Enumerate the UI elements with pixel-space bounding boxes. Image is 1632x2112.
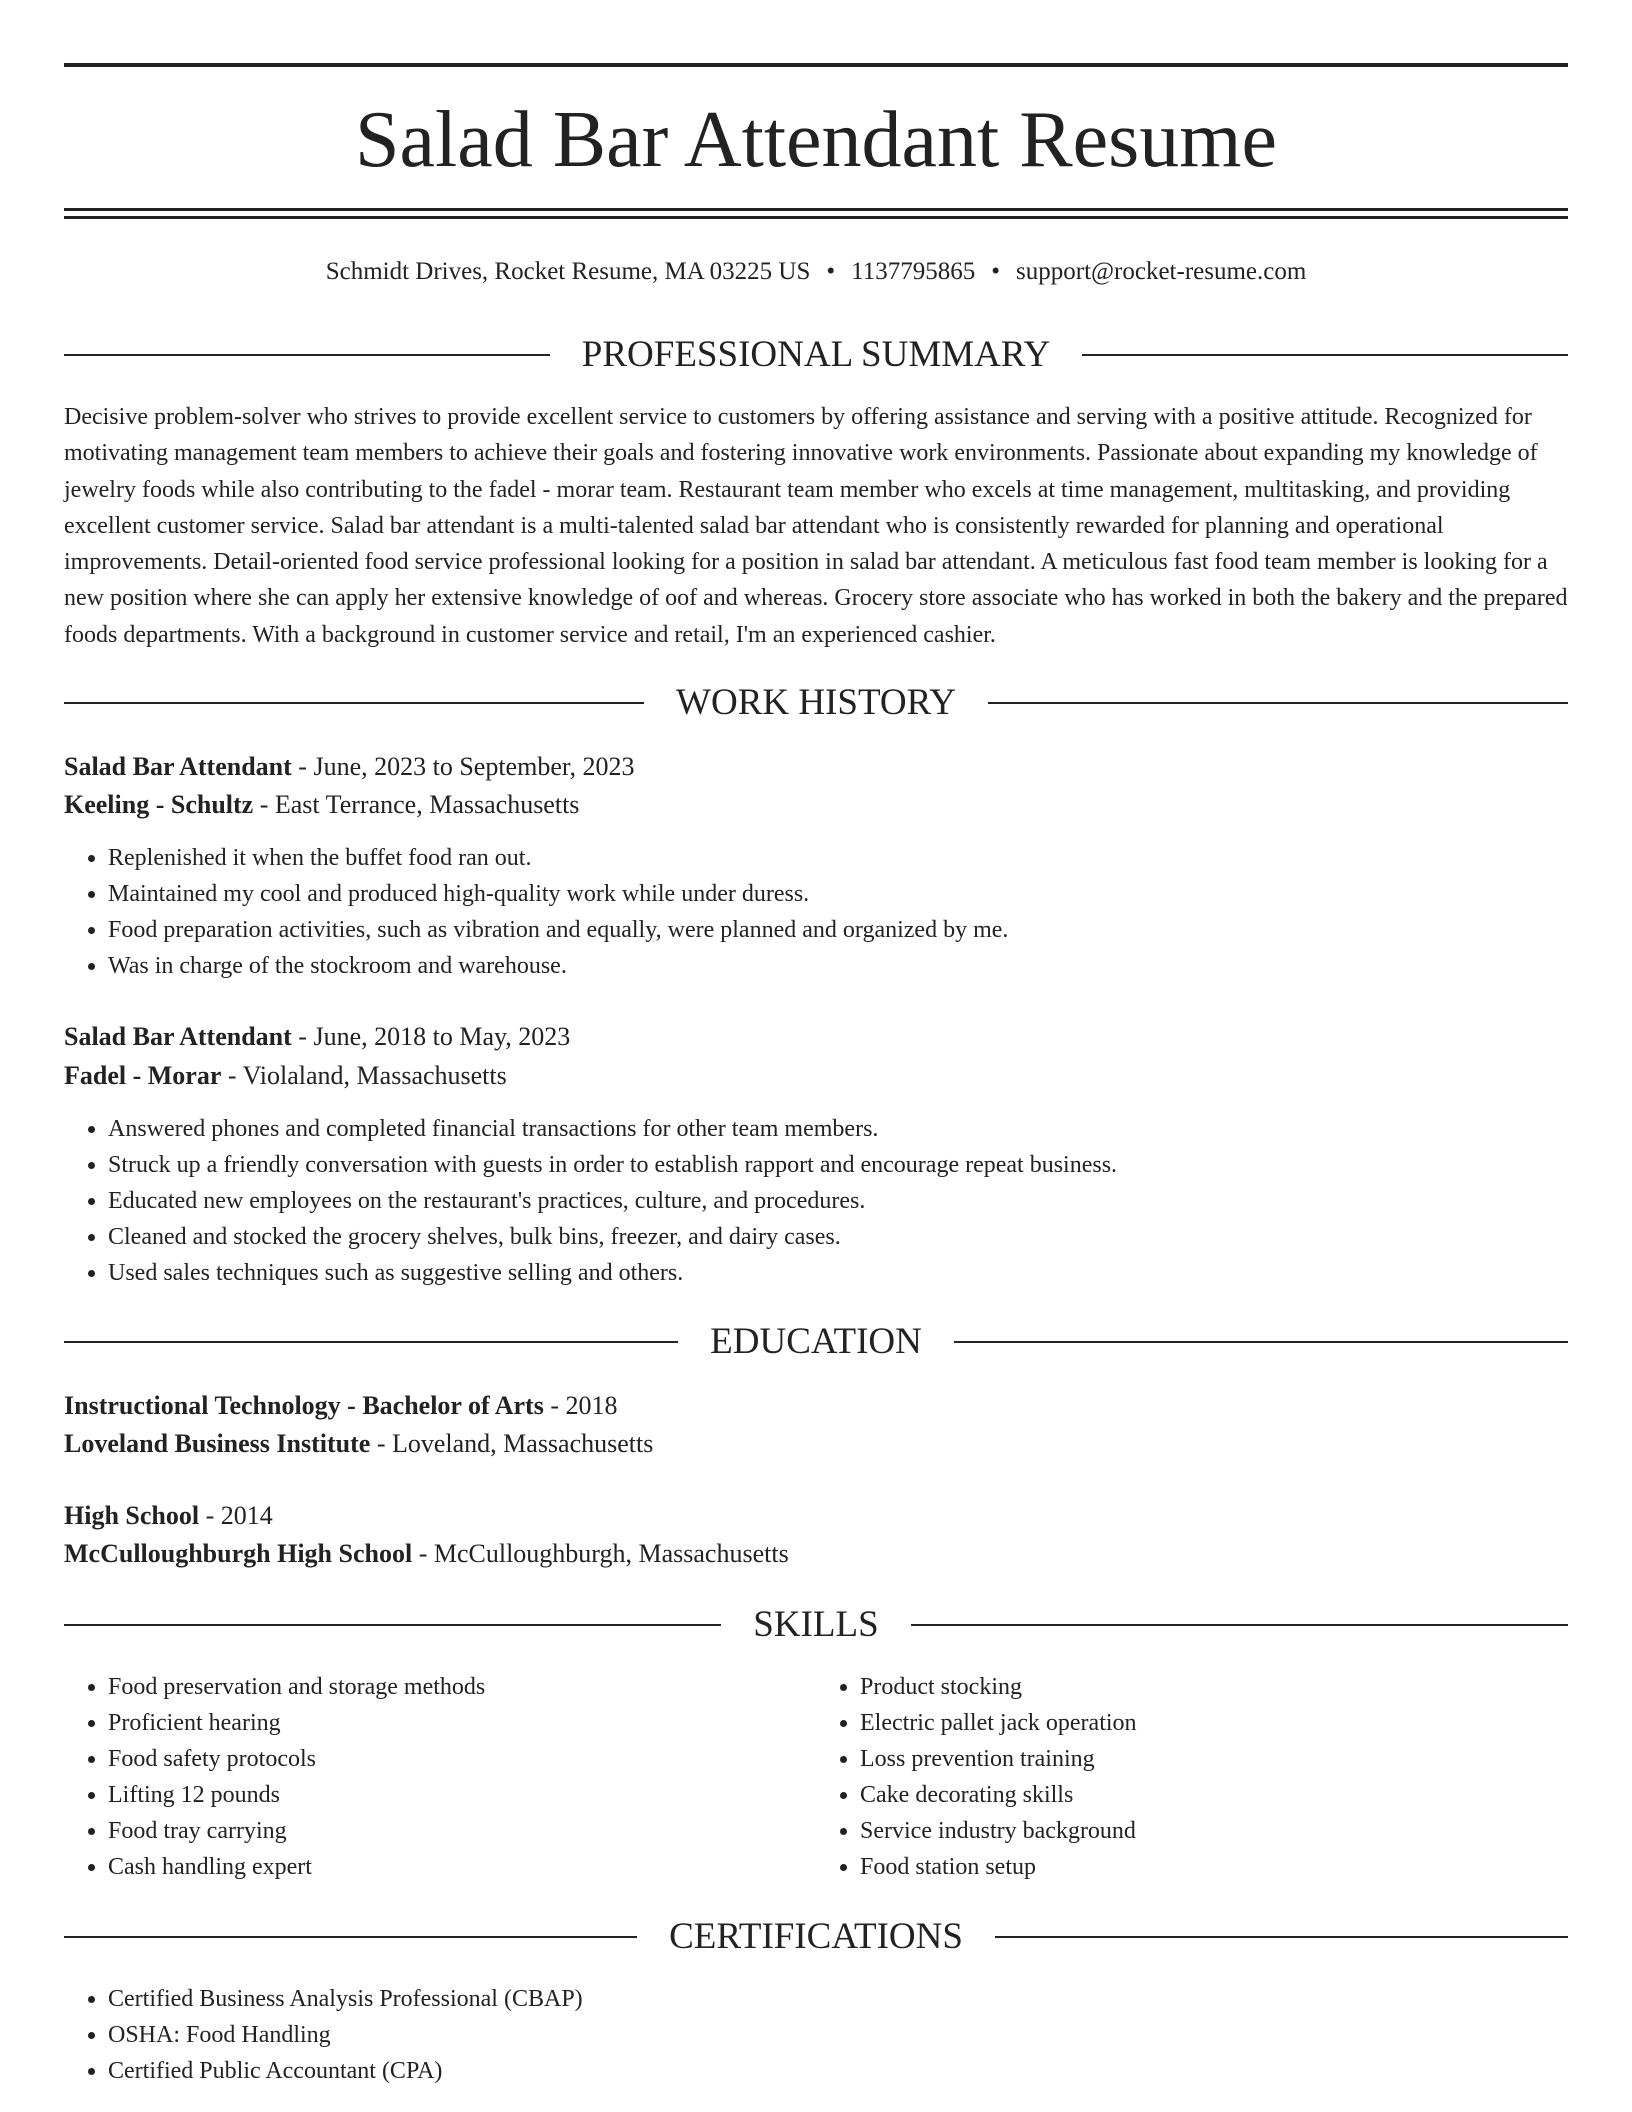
education-year: - 2014 [199,1501,273,1530]
job-title-line [64,748,1568,786]
education-school-line [64,1535,1568,1573]
education-year: - 2018 [543,1391,618,1420]
resume-title: Salad Bar Attendant Resume [354,96,1278,184]
job-location: - Violaland, Massachusetts [221,1061,507,1090]
heading-rule [988,702,1568,704]
job-company-line [64,1057,1568,1095]
list-item: • Food safety protocols [108,1741,816,1777]
contact-separator: • [991,258,1001,285]
list-item: • Certified Business Analysis Professional (CBAP) [108,1981,1588,2017]
education-school: Loveland Business Institute [64,1429,371,1458]
skills-list-right [816,1669,1568,1885]
heading-rule [954,1341,1568,1343]
list-item: • Cake decorating skills [860,1777,1568,1813]
header-rule-lower [64,216,1568,219]
job-dates: - June, 2023 to September, 2023 [291,752,635,781]
heading-label: WORK HISTORY [676,682,956,723]
heading-rule [64,1936,637,1938]
header-rule-upper [64,208,1568,211]
list-item: • Service industry background [860,1813,1568,1849]
list-item: • Food tray carrying [108,1813,816,1849]
list-item: • Was in charge of the stockroom and warehouse. [108,948,1588,984]
list-item: • OSHA: Food Handling [108,2017,1588,2053]
job-company: Fadel - Morar [64,1061,222,1090]
list-item: • Food station setup [860,1849,1568,1885]
education-location: - Loveland, Massachusetts [370,1429,654,1458]
job-title: Salad Bar Attendant [64,752,292,781]
list-item: • Answered phones and completed financial transactions for other team members. [108,1111,1588,1147]
list-item: • Educated new employees on the restaurant's practices, culture, and procedures. [108,1183,1588,1219]
list-item: • Lifting 12 pounds [108,1777,816,1813]
list-item: • Maintained my cool and produced high-quality work while under duress. [108,876,1588,912]
heading-rule [64,702,644,704]
skills-list-left [64,1669,816,1885]
heading-label: EDUCATION [710,1321,922,1362]
heading-rule [64,1624,721,1626]
section-heading-skills [64,1603,1568,1647]
heading-rule [64,354,550,356]
list-item: • Cleaned and stocked the grocery shelves, bulk bins, freezer, and dairy cases. [108,1219,1588,1255]
list-item: • Food preservation and storage methods [108,1669,816,1705]
education-degree: High School [64,1501,200,1530]
job-bullets [64,1111,1588,1291]
list-item: • Loss prevention training [860,1741,1568,1777]
education-degree-line [64,1387,1568,1425]
summary-text: Decisive problem-solver who strives to provide excellent service to customers by offering assistance and serving with a positive attitude. Recognized for motivating management team members to achieve their goals and fostering innovative work environments. Passionate about expanding my knowledge of jewelry foods while also contributing to the fadel - morar team. Restaurant team member who excels at time management, multitasking, and providing excellent customer service. Salad bar attendant is a multi-talented salad bar attendant who is consistently rewarded for planning and operational improvements. Detail-oriented food service professional looking for a position in salad bar attendant. A meticulous fast food team member is looking for a new position where she can apply her extensive knowledge of oof and whereas. Grocery store associate who has worked in both the bakery and the prepared foods departments. With a background in customer service and retail, I'm an experienced cashier. [64,404,1568,648]
contact-line [64,254,1568,290]
heading-label: SKILLS [753,1604,879,1645]
heading-rule [1082,354,1568,356]
heading-label: PROFESSIONAL SUMMARY [581,334,1051,375]
list-item: • Struck up a friendly conversation with guests in order to establish rapport and encourage repeat business. [108,1147,1588,1183]
heading-rule [995,1936,1568,1938]
job-title-line [64,1018,1568,1056]
education-degree-line [64,1497,1568,1535]
list-item: • Cash handling expert [108,1849,816,1885]
list-item: • Replenished it when the buffet food ran out. [108,840,1588,876]
heading-rule [911,1624,1568,1626]
job-dates: - June, 2018 to May, 2023 [291,1022,571,1051]
section-heading-certifications [64,1915,1568,1959]
contact-phone: 1137795865 [851,258,976,285]
contact-address: Schmidt Drives, Rocket Resume, MA 03225 US [325,258,811,285]
education-school: McCulloughburgh High School [64,1539,413,1568]
section-heading-summary [64,333,1568,377]
job-company-line [64,786,1568,824]
list-item: • Product stocking [860,1669,1568,1705]
job-location: - East Terrance, Massachusetts [253,790,580,819]
job-title: Salad Bar Attendant [64,1022,292,1051]
education-location: - McCulloughburgh, Massachusetts [412,1539,789,1568]
skills-columns [64,1669,1568,1885]
list-item: • Electric pallet jack operation [860,1705,1568,1741]
heading-label: CERTIFICATIONS [669,1916,963,1957]
heading-rule [64,1341,678,1343]
contact-separator: • [826,258,836,285]
list-item: • Used sales techniques such as suggestive selling and others. [108,1255,1588,1291]
contact-email: support@rocket-resume.com [1016,258,1307,285]
job-bullets [64,840,1588,984]
section-heading-education [64,1320,1568,1364]
list-item: • Certified Public Accountant (CPA) [108,2053,1588,2089]
section-heading-work [64,681,1568,725]
list-item: • Food preparation activities, such as vibration and equally, were planned and organized by me. [108,912,1588,948]
header-top-rule [64,63,1568,67]
education-school-line [64,1425,1568,1463]
job-company: Keeling - Schultz [64,790,254,819]
certifications-list [64,1981,1588,2089]
education-degree: Instructional Technology - Bachelor of Arts [64,1391,544,1420]
list-item: • Proficient hearing [108,1705,816,1741]
